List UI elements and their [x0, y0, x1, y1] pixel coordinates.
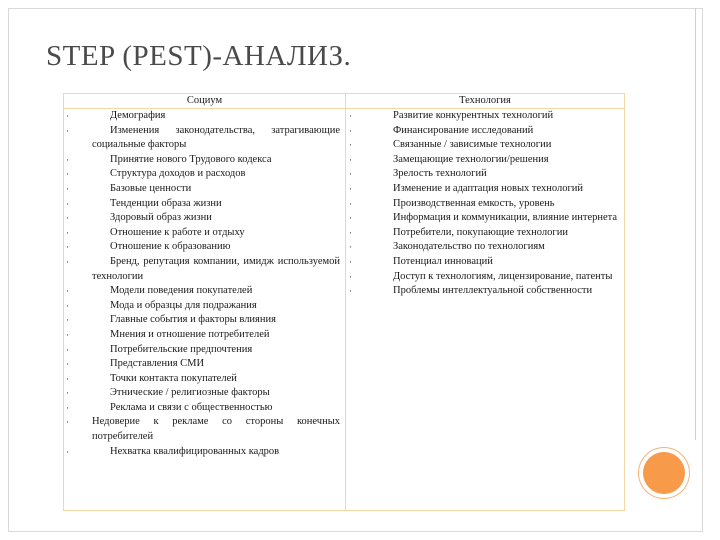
bullet-icon: ·: [349, 256, 352, 267]
society-factor-list: [64, 109, 340, 459]
list-item-text: Замещающие технологии/решения: [393, 153, 549, 165]
list-item: [64, 124, 340, 153]
bullet-icon: ·: [66, 329, 69, 340]
list-item: [64, 328, 340, 343]
list-item: [64, 313, 340, 328]
list-item: [347, 167, 619, 182]
list-item: [64, 445, 340, 460]
list-item-text: Структура доходов и расходов: [110, 168, 246, 180]
list-item-text: Бренд, репутация компании, имидж используемой технологии: [92, 255, 340, 282]
list-item: [64, 211, 340, 226]
bullet-icon: ·: [349, 111, 352, 121]
bullet-icon: ·: [349, 154, 352, 165]
slide-title: STEP (PEST)-АНАЛИЗ.: [46, 40, 352, 72]
list-item: [347, 153, 619, 168]
list-item: [347, 138, 619, 153]
list-item: [64, 109, 340, 124]
bullet-icon: ·: [349, 242, 352, 253]
bullet-icon: ·: [349, 125, 352, 136]
bullet-icon: ·: [349, 227, 352, 238]
list-item-text: Финансирование исследований: [393, 124, 534, 136]
column-divider: [345, 94, 346, 510]
list-item: [347, 226, 619, 241]
bullet-icon: ·: [349, 271, 352, 282]
list-item-text: Потребительские предпочтения: [110, 343, 253, 355]
list-item-text: Отношение к образованию: [110, 241, 231, 253]
bullet-icon: ·: [349, 183, 352, 194]
list-item-text: Изменения законодательства, затрагивающие социальные факторы: [92, 124, 340, 151]
bullet-icon: ·: [66, 154, 69, 165]
bullet-icon: ·: [66, 388, 69, 399]
list-item-text: Здоровый образ жизни: [110, 212, 212, 224]
list-item: [64, 299, 340, 314]
list-item-text: Отношение к работе и отдыху: [110, 226, 245, 238]
list-item-text: Базовые ценности: [110, 182, 192, 194]
bullet-icon: ·: [66, 300, 69, 311]
list-item: [64, 357, 340, 372]
list-item-text: Проблемы интеллектуальной собственности: [393, 285, 593, 297]
bullet-icon: ·: [349, 140, 352, 151]
list-item: [64, 415, 340, 444]
list-item: [64, 153, 340, 168]
list-item-text: Принятие нового Трудового кодекса: [110, 153, 272, 165]
list-item: [64, 182, 340, 197]
list-item: [64, 386, 340, 401]
list-item-text: Изменение и адаптация новых технологий: [393, 182, 584, 194]
list-item: [64, 167, 340, 182]
list-item: [347, 197, 619, 212]
bullet-icon: ·: [66, 111, 69, 121]
bullet-icon: ·: [66, 373, 69, 384]
list-item-text: Зрелость технологий: [393, 168, 487, 180]
list-item: [347, 211, 619, 226]
list-item: [64, 255, 340, 284]
list-item-text: Информация и коммуникации, влияние интернета: [393, 212, 618, 224]
bullet-icon: ·: [66, 315, 69, 326]
list-item: [64, 372, 340, 387]
list-item-text: Нехватка квалифицированных кадров: [110, 445, 280, 457]
list-item-text: Тенденции образа жизни: [110, 197, 222, 209]
bullet-icon: ·: [349, 286, 352, 297]
list-item-text: Модели поведения покупателей: [110, 285, 253, 297]
list-item-text: Развитие конкурентных технологий: [393, 110, 554, 121]
bullet-icon: ·: [66, 169, 69, 180]
bullet-icon: ·: [66, 125, 69, 136]
bullet-icon: ·: [66, 256, 69, 267]
list-item-text: Мода и образцы для подражания: [110, 299, 257, 311]
list-item: [64, 284, 340, 299]
bullet-icon: ·: [349, 198, 352, 209]
column-header-society: Социум: [186, 95, 223, 106]
bullet-icon: ·: [349, 213, 352, 224]
bullet-icon: ·: [66, 286, 69, 297]
list-item-text: Демография: [110, 110, 166, 121]
frame-accent-line: [695, 8, 696, 440]
bullet-icon: ·: [66, 213, 69, 224]
list-item: [347, 182, 619, 197]
column-header-technology: Технология: [459, 95, 511, 106]
bullet-icon: ·: [66, 402, 69, 413]
list-item: [64, 343, 340, 358]
list-item-text: Точки контакта покупателей: [110, 372, 237, 384]
list-item: [347, 124, 619, 139]
list-item-text: Реклама и связи с общественностью: [110, 401, 273, 413]
list-item-text: Потенциал инноваций: [393, 255, 493, 267]
list-item-text: Главные события и факторы влияния: [110, 314, 276, 326]
bullet-icon: ·: [66, 198, 69, 209]
bullet-icon: ·: [66, 359, 69, 370]
list-item: [64, 226, 340, 241]
list-item-text: Доступ к технологиям, лицензирование, патенты: [393, 270, 613, 282]
list-item: [347, 109, 619, 124]
list-item: [347, 255, 619, 270]
list-item-text: Этнические / религиозные факторы: [110, 387, 270, 399]
list-item: [347, 284, 619, 299]
list-item-text: Связанные / зависимые технологии: [393, 139, 552, 151]
bullet-icon: ·: [66, 227, 69, 238]
list-item-text: Представления СМИ: [110, 358, 205, 370]
list-item-text: Недоверие к рекламе со стороны конечных потребителей: [92, 416, 340, 443]
list-item: [64, 240, 340, 255]
bullet-icon: ·: [66, 446, 69, 457]
list-item: [347, 240, 619, 255]
bullet-icon: ·: [66, 183, 69, 194]
bullet-icon: ·: [66, 344, 69, 355]
list-item: [64, 197, 340, 212]
decorative-circle-icon: [643, 452, 685, 494]
technology-factor-list: [347, 109, 619, 299]
list-item-text: Потребители, покупающие технологии: [393, 226, 568, 238]
bullet-icon: ·: [66, 242, 69, 253]
bullet-icon: ·: [349, 169, 352, 180]
pest-table: [63, 93, 625, 511]
list-item-text: Производственная емкость, уровень: [393, 197, 555, 209]
bullet-icon: ·: [66, 417, 69, 428]
list-item: [64, 401, 340, 416]
list-item-text: Законодательство по технологиям: [393, 241, 545, 253]
list-item: [347, 270, 619, 285]
list-item-text: Мнения и отношение потребителей: [110, 328, 270, 340]
